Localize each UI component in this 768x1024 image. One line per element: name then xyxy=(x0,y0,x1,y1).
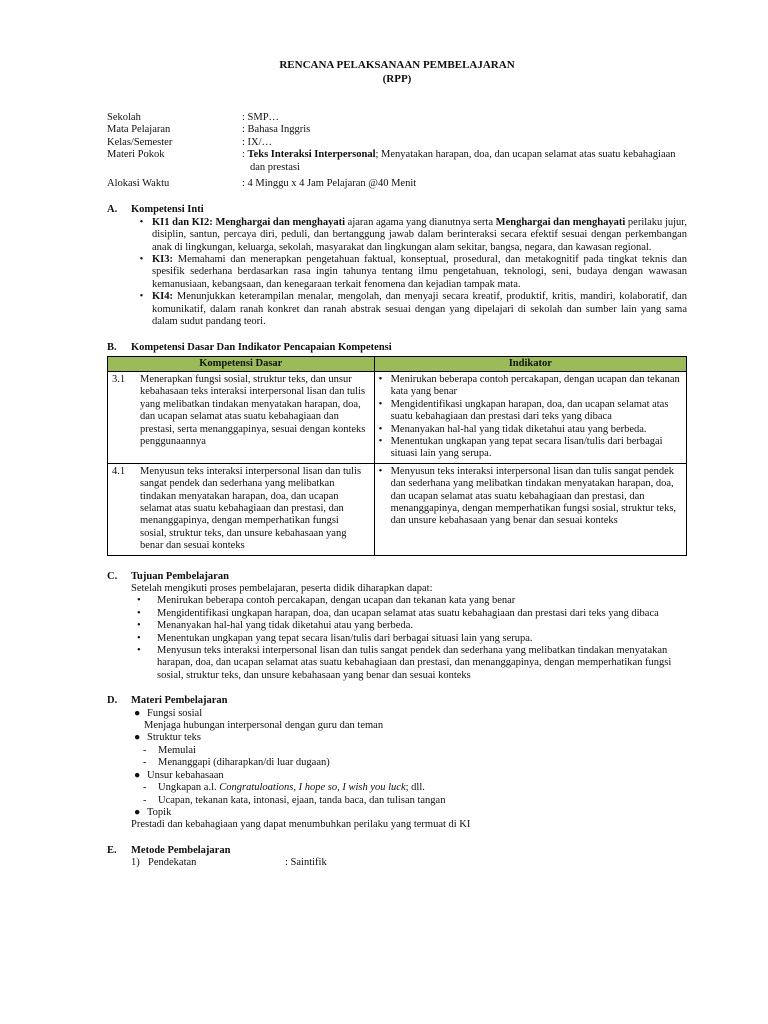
info-row-sekolah xyxy=(107,112,687,124)
table-row xyxy=(108,371,687,463)
list-item xyxy=(379,436,682,461)
section-title: Materi Pembelajaran xyxy=(131,695,228,707)
header-indikator: Indikator xyxy=(374,356,686,371)
list-item xyxy=(379,399,682,424)
list-item xyxy=(137,620,687,632)
bullet: • xyxy=(378,373,383,385)
info-row-mapel xyxy=(107,124,687,136)
list-item xyxy=(379,466,682,528)
section-b-heading xyxy=(107,342,687,354)
list-item xyxy=(379,374,682,399)
indikator-text: Menentukan ungkapan yang tepat secara lisan/tulis dari berbagai situasi lain yang serupa. xyxy=(390,435,663,460)
ki-item xyxy=(131,217,687,254)
dash: - xyxy=(143,782,147,794)
tujuan-intro: Setelah mengikuti proses pembelajaran, peserta didik diharapkan dapat: xyxy=(131,583,433,594)
section-a-heading xyxy=(107,204,687,216)
ki-emphasis: Menghargai dan menghayati xyxy=(495,216,626,228)
bullet: ● xyxy=(134,732,141,744)
kd-text: Menerapkan fungsi sosial, struktur teks, dan unsur kebahasaan teks interaksi interpersonal lisan dan tulis yang melibatkan tindakan menyatakan harapan, doa, dan ucapan selamat atas suatu kebahagiaan dan prestasi, serta menanggapinya, sesuai dengan konteks penggunaannya xyxy=(140,373,366,447)
materi-desc: Prestadi dan kebahagiaan yang dapat menumbuhkan perilaku yang termuat di KI xyxy=(131,819,471,831)
section-title: Metode Pembelajaran xyxy=(131,844,231,856)
list-item xyxy=(137,633,687,645)
metode-label: Pendekatan xyxy=(148,857,197,869)
materi-block xyxy=(131,708,687,832)
indikator-list xyxy=(379,374,682,461)
list-item xyxy=(134,770,687,782)
metode-value: : Saintifik xyxy=(285,857,327,869)
list-item xyxy=(143,757,687,769)
ki-body: ajaran agama yang dianutnya serta xyxy=(345,216,496,228)
info-row-materi xyxy=(107,149,687,174)
section-letter: D. xyxy=(107,695,118,707)
list-item xyxy=(137,645,687,682)
list-item xyxy=(137,608,687,620)
ki-body: perilaku jujur, disiplin, santun, percaya diri, peduli, dan bertanggung jawab dalam berinteraksi secara efektif sesuai dengan perkembangan anak di lingkungan, keluarga, sekolah, masyarakat dan lingkungan alam sekitar, bangsa, negara, dan kawasan regional. xyxy=(152,216,688,253)
list-item xyxy=(131,857,687,869)
subitem-text: Ungkapan a.l. xyxy=(158,782,220,794)
bullet: • xyxy=(139,216,144,228)
section-title: Kompetensi Inti xyxy=(131,204,204,216)
ki-body: Memahami dan menerapkan pengetahuan faktual, konseptual, prosedural, dan metakognitif pada tingkat teknis dan spesifik sederhana berdasarkan rasa ingin tahunya tentang ilmu pengetahuan, teknologi, seni, budaya dengan wawasan kemanusiaan, kebangsaan, dan kenegaraan terkait fenomena dan kejadian tampak mata. xyxy=(152,254,687,290)
info-value: : SMP… xyxy=(242,112,280,123)
ki-body: Menunjukkan keterampilan menalar, mengolah, dan menyaji secara kreatif, produktif, kritis, mandiri, kolaboratif, dan komunikatif, dalam ranah konkret dan ranah abstrak sesuai dengan yang dipelajari di sekolah dan sumber lain yang sama dalam sudut pandang teori. xyxy=(152,291,687,328)
table-row xyxy=(108,463,687,555)
info-label: Alokasi Waktu xyxy=(107,178,170,190)
document-title xyxy=(107,58,687,86)
bullet: • xyxy=(137,632,141,644)
title-line-1: RENCANA PELAKSANAAN PEMBELAJARAN xyxy=(279,59,515,71)
materi-subitem: Menanggapi (diharapkan/di luar dugaan) xyxy=(158,757,330,769)
indikator-text: Menyusun teks interaksi interpersonal lisan dan tulis sangat pendek dan sederhana yang melibatkan tindakan menyatakan harapan, doa, dan ucapan selamat atas suatu kebahagiaan dan prestasi, dan menanggapinya, dengan memperhatikan fungsi sosial, struktur teks, dan unsure kebahasaan yang benar dan sesuai konteks xyxy=(390,465,677,527)
info-value: : Bahasa Inggris xyxy=(242,124,311,136)
ki-text xyxy=(152,291,687,328)
bullet: • xyxy=(137,595,141,607)
materi-subitem xyxy=(158,782,425,794)
info-label: Mata Pelajaran xyxy=(107,124,171,136)
list-item xyxy=(137,595,687,607)
rpp-document xyxy=(107,58,687,870)
tujuan-block xyxy=(131,583,687,682)
materi-subitem: Ucapan, tekanan kata, intonasi, ejaan, tanda baca, dan tulisan tangan xyxy=(158,794,446,806)
dash: - xyxy=(143,757,147,769)
bullet: ● xyxy=(134,769,141,781)
tujuan-text: Menirukan beberapa contoh percakapan, dengan ucapan dan tekanan kata yang benar xyxy=(157,595,516,607)
tujuan-text: Menanyakan hal-hal yang tidak diketahui atau yang berbeda. xyxy=(157,620,413,632)
metode-block xyxy=(131,857,687,869)
info-row-kelas xyxy=(107,137,687,149)
section-d-heading xyxy=(107,695,687,707)
tujuan-text: Mengidentifikasi ungkapan harapan, doa, dan ucapan selamat atas suatu kebahagiaan dan prestasi dari teks yang dibaca xyxy=(157,607,659,619)
section-title: Tujuan Pembelajaran xyxy=(131,570,229,582)
ki-item xyxy=(131,254,687,291)
ki-text xyxy=(152,217,687,254)
ki-emphasis: Menghargai dan menghayati xyxy=(215,216,346,228)
materi-label: Unsur kebahasaan xyxy=(147,769,224,781)
ki-item xyxy=(131,291,687,328)
ki-list xyxy=(131,217,687,329)
ki-label: KI4: xyxy=(152,291,173,303)
indikator-text: Menirukan beberapa contoh percakapan, dengan ucapan dan tekanan kata yang benar xyxy=(390,373,680,398)
materi-label: Struktur teks xyxy=(147,732,201,744)
kd-cell xyxy=(108,463,375,555)
bullet: • xyxy=(378,398,383,410)
kd-number: 4.1 xyxy=(112,465,126,477)
kd-text: Menyusun teks interaksi interpersonal lisan dan tulis sangat pendek dan sederhana yang melibatkan tindakan menyatakan harapan, doa, dan ucapan selamat atas suatu kebahagiaan dan prestasi, dan menanggapinya, dengan memperhatikan fungsi sosial, struktur teks, dan unsure kebahasaan yang benar dan sesuai konteks xyxy=(140,465,362,552)
section-letter: C. xyxy=(107,570,118,582)
section-letter: B. xyxy=(107,341,117,353)
list-item xyxy=(134,732,687,744)
list-item xyxy=(143,795,687,807)
bullet: • xyxy=(139,291,144,303)
kd-content xyxy=(112,374,366,448)
kd-indikator-table xyxy=(107,356,687,556)
header-kompetensi-dasar: Kompetensi Dasar xyxy=(108,356,375,371)
list-item xyxy=(143,745,687,757)
bullet: • xyxy=(139,254,144,266)
metode-number: 1) xyxy=(131,857,140,869)
info-prefix: : xyxy=(242,149,248,161)
bullet: ● xyxy=(134,707,141,719)
list-item xyxy=(379,424,682,436)
bullet: ● xyxy=(134,806,141,818)
ki-label: KI3: xyxy=(152,254,173,266)
materi-label: Fungsi sosial xyxy=(147,707,203,719)
info-value: : IX/… xyxy=(242,136,273,148)
ki-text xyxy=(152,254,687,291)
kd-cell xyxy=(108,371,375,463)
ki-label: KI1 dan KI2: xyxy=(152,216,213,228)
dash: - xyxy=(143,794,147,806)
section-title: Kompetensi Dasar Dan Indikator Pencapaian Kompetensi xyxy=(131,341,392,353)
section-c-heading xyxy=(107,571,687,583)
info-label: Kelas/Semester xyxy=(107,136,173,148)
title-line-2: (RPP) xyxy=(382,73,412,85)
list-item xyxy=(134,807,687,819)
materi-subitem: Memulai xyxy=(158,744,196,756)
bullet: • xyxy=(137,620,141,632)
table-header-row xyxy=(108,356,687,371)
materi-label: Topik xyxy=(147,806,172,818)
bullet: • xyxy=(137,645,141,657)
dash: - xyxy=(143,744,147,756)
list-item xyxy=(143,782,687,794)
tujuan-text: Menyusun teks interaksi interpersonal lisan dan tulis sangat pendek dan sederhana yang melibatkan tindakan menyatakan harapan, doa, dan ucapan selamat atas suatu kebahagiaan dan prestasi, dan menanggapinya, dengan memperhatikan fungsi sosial, struktur teks, dan unsure kebahasaan yang benar dan sesuai konteks xyxy=(157,645,672,681)
list-item xyxy=(134,708,687,720)
indikator-cell xyxy=(374,371,686,463)
subitem-italic: Congratuloations, I hope so, I wish you luck xyxy=(219,782,406,794)
bullet: • xyxy=(378,465,383,477)
section-letter: A. xyxy=(107,204,118,216)
indikator-text: Mengidentifikasi ungkapan harapan, doa, dan ucapan selamat atas suatu kebahagiaan dan prestasi dari teks yang dibaca xyxy=(390,398,669,423)
subitem-text: ; dll. xyxy=(405,782,425,794)
kd-number: 3.1 xyxy=(112,373,126,385)
indikator-list xyxy=(379,466,682,528)
materi-pokok-title: Teks Interaksi Interpersonal xyxy=(247,149,376,161)
info-value xyxy=(242,149,687,174)
section-e-heading xyxy=(107,845,687,857)
materi-desc: Menjaga hubungan interpersonal dengan guru dan teman xyxy=(144,720,384,732)
section-letter: E. xyxy=(107,844,117,856)
info-value: : 4 Minggu x 4 Jam Pelajaran @40 Menit xyxy=(242,178,417,190)
bullet: • xyxy=(378,423,383,435)
kd-content xyxy=(112,466,366,553)
tujuan-text: Menentukan ungkapan yang tepat secara lisan/tulis dari berbagai situasi lain yang serupa. xyxy=(157,632,533,644)
info-block xyxy=(107,112,687,190)
materi-pokok-desc: ; Menyatakan harapan, doa, dan ucapan selamat atas suatu kebahagiaan dan prestasi xyxy=(250,149,676,173)
info-row-alokasi xyxy=(107,178,687,190)
info-label: Materi Pokok xyxy=(107,149,165,161)
indikator-cell xyxy=(374,463,686,555)
bullet: • xyxy=(378,435,383,447)
indikator-text: Menanyakan hal-hal yang tidak diketahui atau yang berbeda. xyxy=(390,423,647,435)
bullet: • xyxy=(137,607,141,619)
info-label: Sekolah xyxy=(107,112,141,123)
